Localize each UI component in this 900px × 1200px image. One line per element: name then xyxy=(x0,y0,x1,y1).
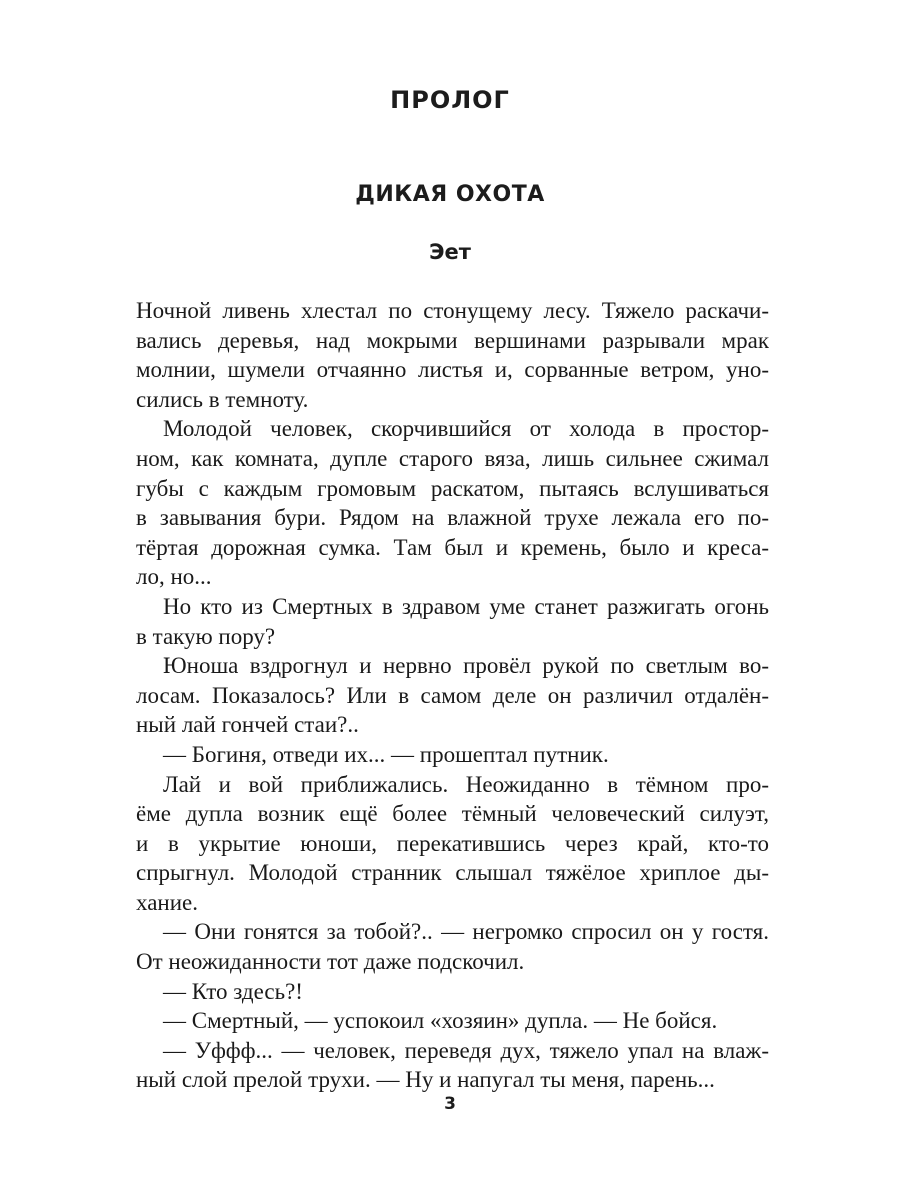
text-line: в завывания бури. Рядом на влажной трухе лежала его по- xyxy=(136,505,769,531)
text-line: Лай и вой приближались. Неожиданно в тёмном про- xyxy=(163,771,769,797)
text-line: лосам. Показалось? Или в самом деле он различил отдалён- xyxy=(136,682,769,708)
text-line: — Смертный, — успокоил «хозяин» дупла. — Не бойся. xyxy=(163,1008,718,1034)
section-subtitle: Эет xyxy=(429,240,471,264)
text-line: — Они гонятся за тобой?.. — негромко спросил он у гостя. xyxy=(163,919,769,945)
text-line: тёртая дорожная сумка. Там был и кремень, было и креса- xyxy=(136,534,769,560)
text-line: ло, но... xyxy=(136,564,212,590)
body-text xyxy=(136,296,769,1095)
text-line: хание. xyxy=(136,889,198,915)
part-title: ПРОЛОГ xyxy=(390,86,510,114)
text-line: От неожиданности тот даже подскочил. xyxy=(136,949,525,975)
text-line: — Богиня, отведи их... — прошептал путник. xyxy=(163,741,609,767)
text-line: спрыгнул. Молодой странник слышал тяжёлое хриплое ды- xyxy=(136,860,769,886)
chapter-title: ДИКАЯ ОХОТА xyxy=(355,182,545,207)
text-line: молнии, шумели отчаянно листья и, сорванные ветром, уно- xyxy=(136,357,769,383)
text-line: ный слой прелой трухи. — Ну и напугал ты меня, парень... xyxy=(136,1067,715,1093)
text-line: в такую пору? xyxy=(136,623,276,649)
text-line: ёме дупла возник ещё более тёмный человеческий силуэт, xyxy=(136,801,769,827)
text-line: и в укрытие юноши, перекатившись через край, кто-то xyxy=(136,830,769,856)
text-line: ный лай гончей стаи?.. xyxy=(136,712,359,738)
text-line: Ночной ливень хлестал по стонущему лесу. Тяжело раскачи- xyxy=(136,298,769,323)
text-line: Но кто из Смертных в здравом уме станет разжигать огонь xyxy=(163,593,769,619)
text-line: губы с каждым громовым раскатом, пытаясь вслушиваться xyxy=(136,475,769,501)
text-line: — Уффф... — человек, переведя дух, тяжело упал на влаж- xyxy=(163,1037,769,1063)
page-number: 3 xyxy=(444,1094,456,1114)
text-line: вались деревья, над мокрыми вершинами разрывали мрак xyxy=(136,327,769,353)
text-line: сились в темноту. xyxy=(136,386,309,412)
text-line: Молодой человек, скорчившийся от холода в простор- xyxy=(163,416,769,442)
text-line: ном, как комната, дупле старого вяза, лишь сильнее сжимал xyxy=(136,445,769,471)
text-line: — Кто здесь?! xyxy=(163,978,303,1004)
text-line: Юноша вздрогнул и нервно провёл рукой по светлым во- xyxy=(163,653,769,679)
